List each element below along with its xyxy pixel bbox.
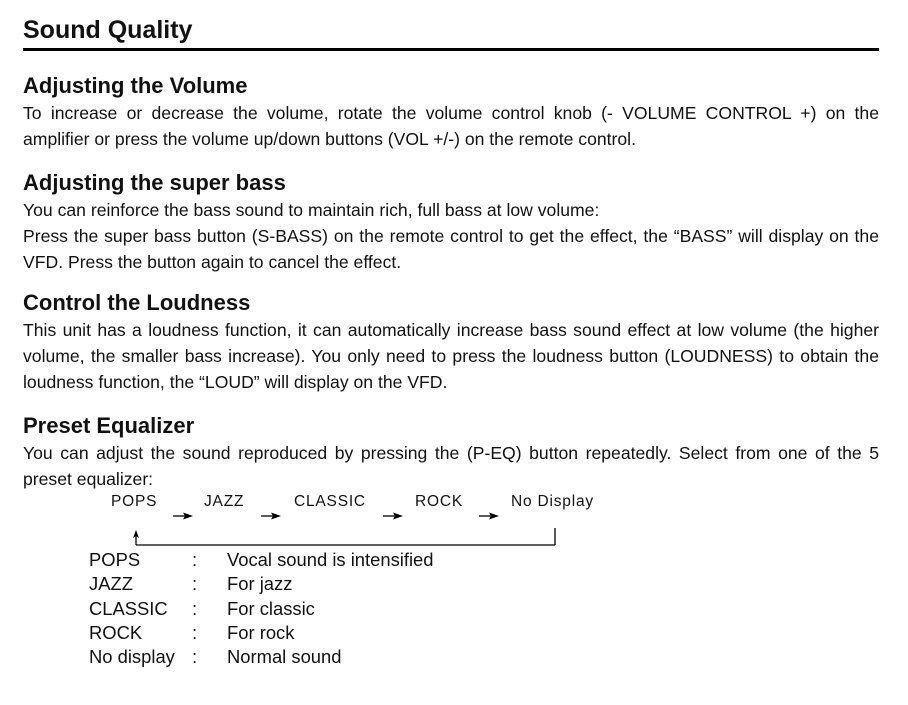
section-heading: Control the Loudness xyxy=(23,290,251,315)
mode-description: For rock xyxy=(227,621,295,643)
manual-page xyxy=(23,14,879,489)
page-title: Sound Quality xyxy=(23,14,879,51)
mode-separator: : xyxy=(192,549,198,570)
mode-description: Normal sound xyxy=(227,646,342,668)
section-super-bass xyxy=(23,169,879,275)
cycle-step-label: No Display xyxy=(511,493,594,510)
section-heading: Preset Equalizer xyxy=(23,413,195,438)
section-heading: Adjusting the Volume xyxy=(23,73,248,98)
section-loudness xyxy=(23,289,879,395)
mode-name: ROCK xyxy=(89,621,143,643)
mode-name: POPS xyxy=(89,549,141,570)
cycle-step-label: CLASSIC xyxy=(294,493,366,510)
mode-separator: : xyxy=(192,646,198,668)
mode-name: No display xyxy=(89,646,175,668)
section-paragraph: You can adjust the sound reproduced by pressing the (P-EQ) button repeatedly. Select from one of the 5 preset equalizer: xyxy=(23,443,879,489)
cycle-arrows xyxy=(89,492,609,552)
arrow-icon xyxy=(261,513,281,520)
arrow-icon xyxy=(479,513,499,520)
mode-description: For jazz xyxy=(227,573,293,595)
mode-separator: : xyxy=(192,573,198,595)
cycle-step-label: POPS xyxy=(111,493,158,510)
equalizer-cycle-diagram xyxy=(89,492,609,552)
mode-separator: : xyxy=(192,621,198,643)
section-paragraph: To increase or decrease the volume, rotate the volume control knob (- VOLUME CONTROL +) on the amplifier or press the volume up/down buttons (VOL +/-) on the remote control. xyxy=(23,103,879,149)
mode-description: Vocal sound is intensified xyxy=(227,549,434,570)
section-paragraph: Press the super bass button (S-BASS) on the remote control to get the effect, the “BASS” will display on the VFD. Press the button again to cancel the effect. xyxy=(23,226,879,272)
section-volume xyxy=(23,72,879,152)
mode-name: CLASSIC xyxy=(89,597,168,619)
arrow-icon xyxy=(173,513,193,520)
mode-separator: : xyxy=(192,597,198,619)
section-paragraph: You can reinforce the bass sound to maintain rich, full bass at low volume: xyxy=(23,200,600,220)
section-paragraph: This unit has a loudness function, it can automatically increase bass sound effect at low volume (the higher volume, the smaller bass increase). You only need to press the loudness button (LOUDNESS) to obtain the loudness function, the “LOUD” will display on the VFD. xyxy=(23,320,879,392)
return-loop-arrow-icon xyxy=(133,528,555,545)
cycle-step-label: JAZZ xyxy=(204,493,245,510)
cycle-step-label: ROCK xyxy=(415,493,463,510)
arrow-icon xyxy=(383,513,403,520)
section-preset-equalizer xyxy=(23,412,879,492)
section-heading: Adjusting the super bass xyxy=(23,170,286,195)
mode-name: JAZZ xyxy=(89,573,133,595)
mode-description: For classic xyxy=(227,597,315,619)
